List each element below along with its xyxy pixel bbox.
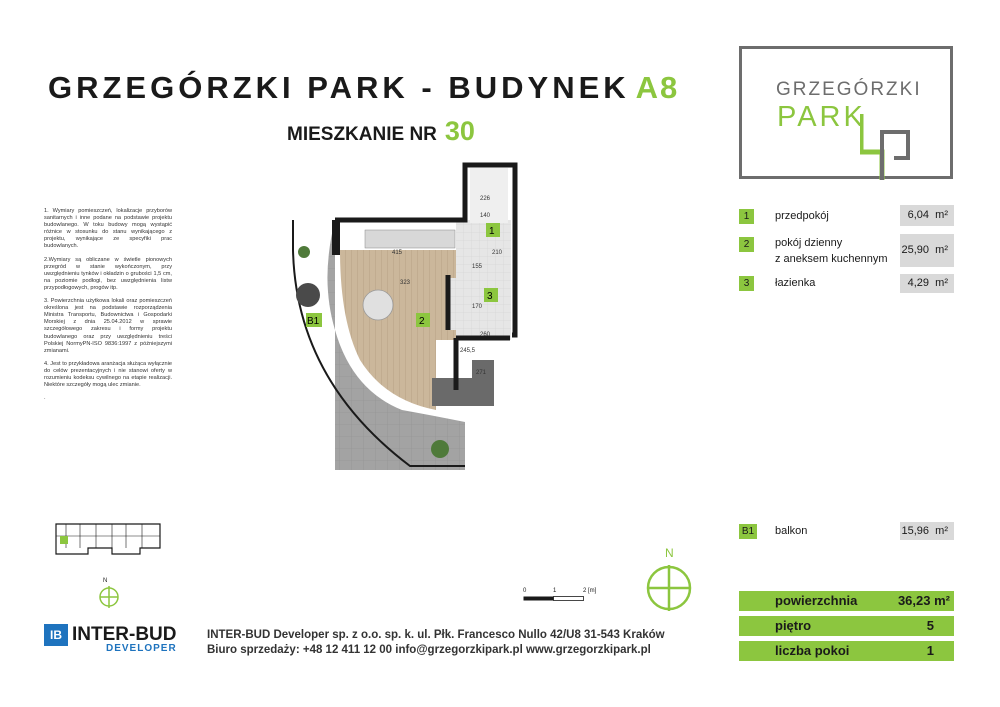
room-name-2: pokój dzienny (775, 237, 843, 249)
summary-rooms-label: liczba pokoi (775, 643, 850, 658)
sofa-chaise (472, 360, 494, 406)
scale-1: 1 (553, 588, 557, 594)
notes-block (44, 208, 172, 408)
room-label-3: 3 (487, 291, 493, 302)
balcony-area-value: 15,96 m² (900, 522, 954, 540)
summary-area-value: 36,23 m² (897, 593, 950, 608)
dim-140: 140 (480, 213, 491, 219)
scale-0: 0 (523, 588, 527, 594)
room-num-2: 2 (739, 237, 754, 252)
dim-155: 155 (472, 264, 483, 270)
footer (207, 628, 665, 658)
dim-323: 323 (400, 280, 411, 286)
balcony-name: balkon (775, 525, 808, 537)
dining-table (363, 290, 393, 320)
note-2: 2.Wymiary są obliczane w świetle pionowych przegród w stanie wykończonym, przy uwzględnieniu tynków i okładzin o grubości 1,5 cm, na poziomie podłogi, bez uwzględnienia listw przypodłogowych, progów itp. (44, 256, 172, 291)
footer-contact: Biuro sprzedaży: +48 12 411 12 00 info@grzegorzkipark.pl www.grzegorzkipark.pl (207, 644, 651, 656)
company-badge: IB (44, 624, 68, 646)
dim-260: 260 (480, 332, 491, 338)
apartment-heading (287, 116, 475, 147)
room-name-2b: z aneksem kuchennym (775, 253, 888, 265)
logo-text-top: GRZEGÓRZKI (776, 79, 922, 100)
room-area-1: 6,04 m² (900, 205, 954, 226)
room-area-2: 25,90 m² (900, 234, 954, 267)
dim-210: 210 (492, 250, 503, 256)
balcony-num: B1 (739, 524, 757, 539)
dim-170: 170 (472, 304, 483, 310)
kitchen-counter (365, 230, 455, 248)
note-1: 1. Wymiary pomieszczeń, lokalizacje przyborów sanitarnych i inne podane na podstawie projektu budowlanego. W toku budowy mogą wystąpić różnice w stosunku do stanu wynikającego z projektu, wynikające ze specyfiki prac budowlanych. (44, 208, 172, 250)
room-name-3: łazienka (775, 277, 816, 289)
room-area-3: 4,29 m² (900, 274, 954, 293)
plant-icon (431, 440, 449, 458)
summary-floor (739, 616, 954, 636)
page-title (48, 70, 679, 106)
plant-icon (296, 283, 320, 307)
wall-pillar (332, 220, 340, 255)
balcony-label: B1 (307, 316, 320, 327)
dim-226: 226 (480, 196, 491, 202)
floor-plan (280, 160, 550, 480)
dim-415: 415 (392, 250, 403, 256)
note-3: 3. Powierzchnia użytkowa lokali oraz pomieszczeń określona jest na podstawie rozporządzenia Ministra Transportu, Budownictwa i Gospodarki Morskiej z dnia 25.04.2012 w sprawie szczegółowego zakresu i formy projektu budowlanego oraz przy uwzględnieniu treści Polskiej NormyPN-ISO 9836:1997 z późniejszymi zmianami. (44, 298, 172, 354)
summary-area-label: powierzchnia (775, 593, 858, 608)
company-sub: DEVELOPER (106, 643, 177, 654)
room-label-1: 1 (489, 226, 495, 237)
note-end: . (44, 395, 46, 402)
scale-2: 2 [m] (583, 588, 597, 594)
north-label-small: N (103, 578, 108, 584)
room-label-2: 2 (419, 316, 425, 327)
apartment-number: 30 (444, 116, 475, 146)
room-num-1: 1 (739, 209, 754, 224)
logo-text-bottom: PARK (777, 101, 866, 133)
plant-icon (298, 246, 310, 258)
summary-rooms-value: 1 (926, 643, 934, 658)
apartment-label: MIESZKANIE NR (287, 124, 437, 145)
scale-bar (523, 596, 588, 602)
dim-271: 271 (476, 370, 487, 376)
building-code: A8 (635, 70, 680, 105)
north-label: N (665, 546, 674, 560)
summary-area (739, 591, 954, 611)
footer-address: INTER-BUD Developer sp. z o.o. sp. k. ul. Płk. Francesco Nullo 42/U8 31-543 Kraków (207, 629, 665, 641)
room-name-1: przedpokój (775, 210, 829, 222)
building-key-plan (52, 518, 164, 558)
summary-rooms (739, 641, 954, 661)
dim-245: 245,5 (460, 348, 476, 354)
title-text: GRZEGÓRZKI PARK - BUDYNEK (48, 70, 630, 105)
company-name: INTER-BUD (72, 624, 177, 645)
compass-icon (645, 564, 693, 612)
compass-small-icon (98, 586, 120, 608)
summary-floor-value: 5 (926, 618, 934, 633)
room-num-3: 3 (739, 276, 754, 291)
logo-mark-icon (860, 110, 920, 182)
note-4: 4. Jest to przykładowa aranżacja służąca wyłącznie do celów prezentacyjnych i nie stanowi oferty w rozumieniu kodeksu cywilnego na etapie realizacji. Niektóre szczegóły mogą ulec zmianie. (44, 360, 172, 389)
summary-floor-label: piętro (775, 618, 812, 633)
apartment-marker (60, 536, 68, 544)
